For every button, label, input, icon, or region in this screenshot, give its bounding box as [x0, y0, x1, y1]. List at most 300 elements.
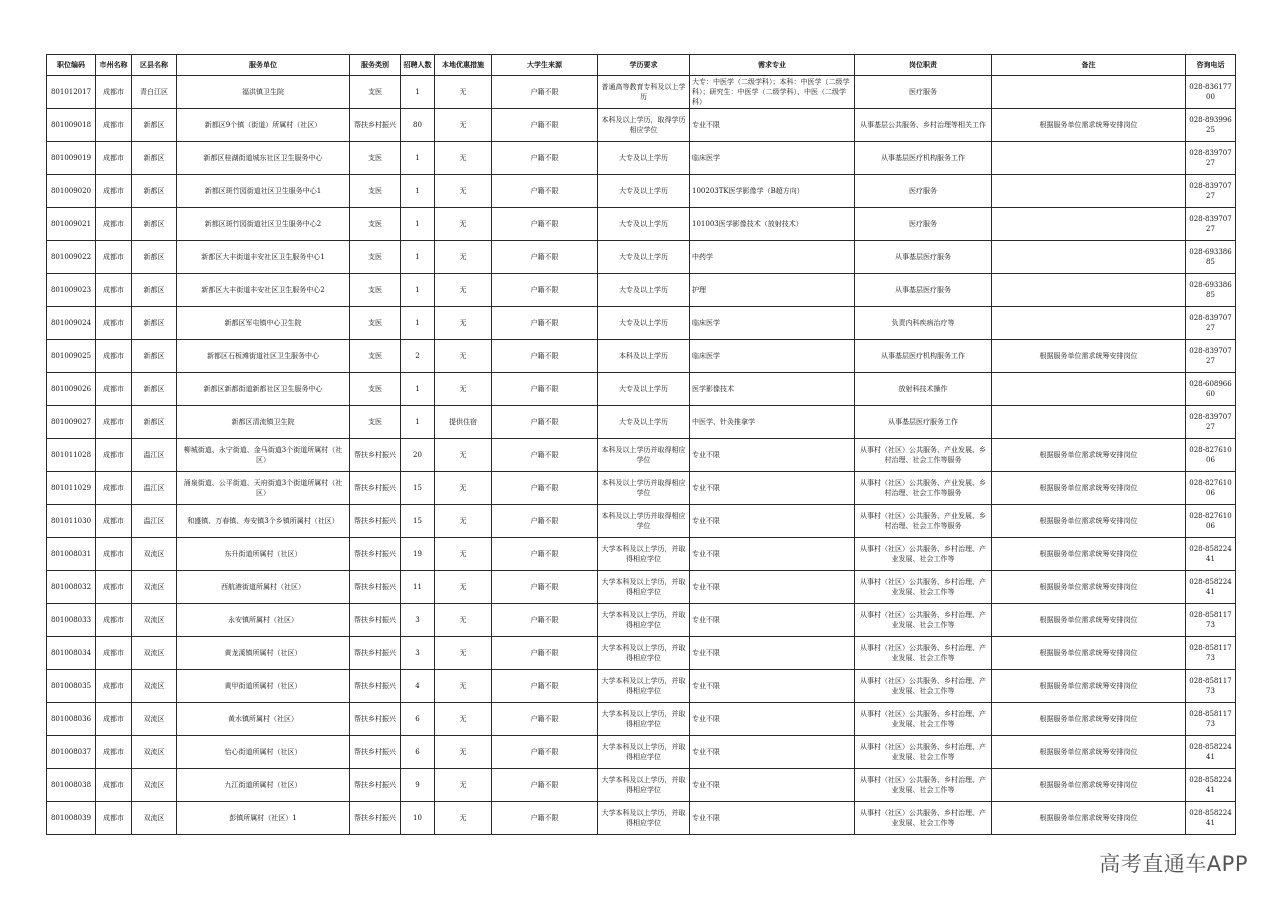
- table-row: [47, 505, 1236, 538]
- local-benefit-cell: 无: [435, 175, 492, 208]
- education-requirement-cell: 本科及以上学历并取得相应学位: [598, 505, 690, 538]
- position-code-cell: 801008038: [47, 769, 96, 802]
- service-category-cell: 支医: [350, 175, 401, 208]
- service-category-cell: 帮扶乡村振兴: [350, 736, 401, 769]
- student-source-cell: 户籍不限: [492, 670, 598, 703]
- contact-phone-cell: 028-83970727: [1186, 208, 1236, 241]
- job-duties-cell: 医疗服务: [855, 175, 992, 208]
- district-name-cell: 双流区: [132, 769, 177, 802]
- hire-count-cell: 11: [401, 571, 435, 604]
- education-requirement-cell: 本科及以上学历并取得相应学位: [598, 472, 690, 505]
- district-name-cell: 双流区: [132, 571, 177, 604]
- table-row: [47, 142, 1236, 175]
- education-requirement-cell: 大专及以上学历: [598, 241, 690, 274]
- service-category-cell: 帮扶乡村振兴: [350, 670, 401, 703]
- education-requirement-cell: 大学本科及以上学历，并取得相应学位: [598, 538, 690, 571]
- district-name-cell: 双流区: [132, 802, 177, 835]
- position-code-cell: 801008031: [47, 538, 96, 571]
- table-row: [47, 406, 1236, 439]
- remarks-cell: [992, 274, 1186, 307]
- education-requirement-cell: 大专及以上学历: [598, 406, 690, 439]
- remarks-cell: [992, 208, 1186, 241]
- service-unit-cell: 和盛镇、万春镇、寿安镇3个乡镇所属村（社区）: [177, 505, 350, 538]
- job-duties-cell: 从事基层医疗服务工作: [855, 406, 992, 439]
- city-name-cell: 成都市: [96, 76, 132, 109]
- service-unit-cell: 东升街道所属村（社区）: [177, 538, 350, 571]
- service-category-cell: 帮扶乡村振兴: [350, 604, 401, 637]
- position-code-cell: 801008034: [47, 637, 96, 670]
- service-category-cell: 支医: [350, 340, 401, 373]
- service-unit-cell: 新都区桂湖街道城东社区卫生服务中心: [177, 142, 350, 175]
- contact-phone-cell: 028-82761006: [1186, 439, 1236, 472]
- district-name-cell: 双流区: [132, 703, 177, 736]
- service-category-cell: 支医: [350, 274, 401, 307]
- required-major-cell: 护理: [690, 274, 855, 307]
- table-row: [47, 109, 1236, 142]
- student-source-cell: 户籍不限: [492, 241, 598, 274]
- table-row: [47, 670, 1236, 703]
- hire-count-cell: 6: [401, 736, 435, 769]
- table-body: [47, 76, 1236, 835]
- position-code-cell: 801009025: [47, 340, 96, 373]
- student-source-cell: 户籍不限: [492, 175, 598, 208]
- education-requirement-cell: 大学本科及以上学历，并取得相应学位: [598, 703, 690, 736]
- district-name-cell: 青白江区: [132, 76, 177, 109]
- position-code-cell: 801009022: [47, 241, 96, 274]
- student-source-cell: 户籍不限: [492, 340, 598, 373]
- education-requirement-cell: 本科及以上学历并取得相应学位: [598, 439, 690, 472]
- city-name-cell: 成都市: [96, 109, 132, 142]
- local-benefit-cell: 无: [435, 637, 492, 670]
- student-source-cell: 户籍不限: [492, 274, 598, 307]
- header-cell: 大学生来源: [492, 55, 598, 76]
- position-code-cell: 801009019: [47, 142, 96, 175]
- city-name-cell: 成都市: [96, 340, 132, 373]
- service-unit-cell: 新都区新都街道新都社区卫生服务中心: [177, 373, 350, 406]
- remarks-cell: 根据服务单位需求统筹安排岗位: [992, 109, 1186, 142]
- local-benefit-cell: 无: [435, 670, 492, 703]
- local-benefit-cell: 无: [435, 373, 492, 406]
- service-category-cell: 帮扶乡村振兴: [350, 571, 401, 604]
- city-name-cell: 成都市: [96, 538, 132, 571]
- table-row: [47, 769, 1236, 802]
- education-requirement-cell: 本科及以上学历: [598, 340, 690, 373]
- required-major-cell: 临床医学: [690, 307, 855, 340]
- service-category-cell: 支医: [350, 208, 401, 241]
- district-name-cell: 新都区: [132, 373, 177, 406]
- contact-phone-cell: 028-83970727: [1186, 406, 1236, 439]
- required-major-cell: 专业不限: [690, 109, 855, 142]
- job-duties-cell: 从事村（社区）公共服务、乡村治理、产业发展、社会工作等: [855, 736, 992, 769]
- remarks-cell: 根据服务单位需求统筹安排岗位: [992, 538, 1186, 571]
- student-source-cell: 户籍不限: [492, 637, 598, 670]
- service-unit-cell: 福洪镇卫生院: [177, 76, 350, 109]
- table-row: [47, 604, 1236, 637]
- service-category-cell: 帮扶乡村振兴: [350, 505, 401, 538]
- education-requirement-cell: 大专及以上学历: [598, 373, 690, 406]
- district-name-cell: 新都区: [132, 406, 177, 439]
- hire-count-cell: 19: [401, 538, 435, 571]
- local-benefit-cell: 无: [435, 538, 492, 571]
- contact-phone-cell: 028-82761006: [1186, 505, 1236, 538]
- local-benefit-cell: 提供住宿: [435, 406, 492, 439]
- required-major-cell: 中药学: [690, 241, 855, 274]
- student-source-cell: 户籍不限: [492, 208, 598, 241]
- hire-count-cell: 3: [401, 604, 435, 637]
- table-row: [47, 736, 1236, 769]
- student-source-cell: 户籍不限: [492, 538, 598, 571]
- service-unit-cell: 柳城街道、永宁街道、金马街道3个街道所属村（社区）: [177, 439, 350, 472]
- student-source-cell: 户籍不限: [492, 703, 598, 736]
- position-code-cell: 801008033: [47, 604, 96, 637]
- position-code-cell: 801008035: [47, 670, 96, 703]
- local-benefit-cell: 无: [435, 505, 492, 538]
- city-name-cell: 成都市: [96, 241, 132, 274]
- city-name-cell: 成都市: [96, 175, 132, 208]
- education-requirement-cell: 大学本科及以上学历，并取得相应学位: [598, 637, 690, 670]
- district-name-cell: 双流区: [132, 637, 177, 670]
- contact-phone-cell: 028-85811773: [1186, 637, 1236, 670]
- hire-count-cell: 20: [401, 439, 435, 472]
- service-category-cell: 帮扶乡村振兴: [350, 703, 401, 736]
- service-unit-cell: 涌泉街道、公平街道、天府街道3个街道所属村（社区）: [177, 472, 350, 505]
- header-cell: 咨询电话: [1186, 55, 1236, 76]
- student-source-cell: 户籍不限: [492, 406, 598, 439]
- job-duties-cell: 从事村（社区）公共服务、乡村治理、产业发展、社会工作等: [855, 769, 992, 802]
- contact-phone-cell: 028-85822441: [1186, 736, 1236, 769]
- district-name-cell: 新都区: [132, 241, 177, 274]
- district-name-cell: 双流区: [132, 604, 177, 637]
- hire-count-cell: 9: [401, 769, 435, 802]
- header-cell: 区县名称: [132, 55, 177, 76]
- header-cell: 备注: [992, 55, 1186, 76]
- required-major-cell: 100203TK医学影像学（B超方向）: [690, 175, 855, 208]
- job-duties-cell: 放射科技术操作: [855, 373, 992, 406]
- service-category-cell: 支医: [350, 142, 401, 175]
- service-unit-cell: 新都区清流镇卫生院: [177, 406, 350, 439]
- service-unit-cell: 黄龙溪镇所属村（社区）: [177, 637, 350, 670]
- job-duties-cell: 从事村（社区）公共服务、乡村治理、产业发展、社会工作等: [855, 571, 992, 604]
- required-major-cell: 专业不限: [690, 736, 855, 769]
- remarks-cell: 根据服务单位需求统筹安排岗位: [992, 736, 1186, 769]
- position-code-cell: 801009024: [47, 307, 96, 340]
- job-duties-cell: 从事村（社区）公共服务、乡村治理、产业发展、社会工作等: [855, 637, 992, 670]
- education-requirement-cell: 大专及以上学历: [598, 175, 690, 208]
- table-row: [47, 637, 1236, 670]
- hire-count-cell: 80: [401, 109, 435, 142]
- hire-count-cell: 1: [401, 373, 435, 406]
- service-unit-cell: 新都区9个镇（街道）所属村（社区）: [177, 109, 350, 142]
- district-name-cell: 温江区: [132, 472, 177, 505]
- service-unit-cell: 黄水镇所属村（社区）: [177, 703, 350, 736]
- service-unit-cell: 新都区大丰街道丰安社区卫生服务中心2: [177, 274, 350, 307]
- hire-count-cell: 1: [401, 406, 435, 439]
- service-category-cell: 支医: [350, 76, 401, 109]
- local-benefit-cell: 无: [435, 769, 492, 802]
- local-benefit-cell: 无: [435, 142, 492, 175]
- remarks-cell: 根据服务单位需求统筹安排岗位: [992, 604, 1186, 637]
- position-code-cell: 801009021: [47, 208, 96, 241]
- hire-count-cell: 15: [401, 472, 435, 505]
- service-unit-cell: 新都区石板滩街道社区卫生服务中心: [177, 340, 350, 373]
- job-duties-cell: 从事基层公共服务、乡村治理等相关工作: [855, 109, 992, 142]
- district-name-cell: 新都区: [132, 142, 177, 175]
- service-unit-cell: 新都区大丰街道丰安社区卫生服务中心1: [177, 241, 350, 274]
- student-source-cell: 户籍不限: [492, 505, 598, 538]
- hire-count-cell: 1: [401, 175, 435, 208]
- city-name-cell: 成都市: [96, 142, 132, 175]
- job-duties-cell: 从事村（社区）公共服务、产业发展、乡村治理、社会工作等服务: [855, 472, 992, 505]
- student-source-cell: 户籍不限: [492, 472, 598, 505]
- hire-count-cell: 1: [401, 274, 435, 307]
- contact-phone-cell: 028-83970727: [1186, 307, 1236, 340]
- city-name-cell: 成都市: [96, 208, 132, 241]
- job-duties-cell: 从事村（社区）公共服务、乡村治理、产业发展、社会工作等: [855, 670, 992, 703]
- education-requirement-cell: 大学本科及以上学历，并取得相应学位: [598, 802, 690, 835]
- service-unit-cell: 新都区斑竹园街道社区卫生服务中心1: [177, 175, 350, 208]
- local-benefit-cell: 无: [435, 340, 492, 373]
- education-requirement-cell: 大学本科及以上学历，并取得相应学位: [598, 670, 690, 703]
- remarks-cell: [992, 406, 1186, 439]
- city-name-cell: 成都市: [96, 505, 132, 538]
- contact-phone-cell: 028-89399625: [1186, 109, 1236, 142]
- contact-phone-cell: 028-83617700: [1186, 76, 1236, 109]
- local-benefit-cell: 无: [435, 208, 492, 241]
- job-duties-cell: 负责内科疾病治疗等: [855, 307, 992, 340]
- required-major-cell: 临床医学: [690, 142, 855, 175]
- education-requirement-cell: 大学本科及以上学历，并取得相应学位: [598, 604, 690, 637]
- contact-phone-cell: 028-60896660: [1186, 373, 1236, 406]
- student-source-cell: 户籍不限: [492, 373, 598, 406]
- position-code-cell: 801011028: [47, 439, 96, 472]
- job-duties-cell: 从事基层医疗机构服务工作: [855, 142, 992, 175]
- city-name-cell: 成都市: [96, 769, 132, 802]
- position-code-cell: 801009020: [47, 175, 96, 208]
- remarks-cell: 根据服务单位需求统筹安排岗位: [992, 802, 1186, 835]
- table-row: [47, 241, 1236, 274]
- city-name-cell: 成都市: [96, 802, 132, 835]
- remarks-cell: 根据服务单位需求统筹安排岗位: [992, 505, 1186, 538]
- required-major-cell: 专业不限: [690, 637, 855, 670]
- education-requirement-cell: 大学本科及以上学历，并取得相应学位: [598, 736, 690, 769]
- required-major-cell: 专业不限: [690, 472, 855, 505]
- local-benefit-cell: 无: [435, 571, 492, 604]
- education-requirement-cell: 大专及以上学历: [598, 142, 690, 175]
- service-unit-cell: 新都区斑竹园街道社区卫生服务中心2: [177, 208, 350, 241]
- table-row: [47, 274, 1236, 307]
- hire-count-cell: 1: [401, 142, 435, 175]
- table-row: [47, 340, 1236, 373]
- city-name-cell: 成都市: [96, 670, 132, 703]
- district-name-cell: 新都区: [132, 175, 177, 208]
- contact-phone-cell: 028-85822441: [1186, 769, 1236, 802]
- position-code-cell: 801008037: [47, 736, 96, 769]
- table-row: [47, 439, 1236, 472]
- city-name-cell: 成都市: [96, 736, 132, 769]
- position-code-cell: 801011030: [47, 505, 96, 538]
- city-name-cell: 成都市: [96, 472, 132, 505]
- district-name-cell: 新都区: [132, 208, 177, 241]
- hire-count-cell: 2: [401, 340, 435, 373]
- local-benefit-cell: 无: [435, 109, 492, 142]
- header-cell: 招聘人数: [401, 55, 435, 76]
- required-major-cell: 医学影像技术: [690, 373, 855, 406]
- header-cell: 本地优惠措施: [435, 55, 492, 76]
- education-requirement-cell: 大专及以上学历: [598, 208, 690, 241]
- job-duties-cell: 医疗服务: [855, 76, 992, 109]
- table-row: [47, 802, 1236, 835]
- district-name-cell: 新都区: [132, 109, 177, 142]
- student-source-cell: 户籍不限: [492, 769, 598, 802]
- education-requirement-cell: 本科及以上学历，取得学历相应学位: [598, 109, 690, 142]
- table-row: [47, 307, 1236, 340]
- service-category-cell: 帮扶乡村振兴: [350, 109, 401, 142]
- position-code-cell: 801009026: [47, 373, 96, 406]
- hire-count-cell: 1: [401, 76, 435, 109]
- watermark-text: 高考直通车APP: [1099, 852, 1248, 876]
- district-name-cell: 温江区: [132, 505, 177, 538]
- service-unit-cell: 九江街道所属村（社区）: [177, 769, 350, 802]
- required-major-cell: 专业不限: [690, 505, 855, 538]
- job-duties-cell: 从事村（社区）公共服务、乡村治理、产业发展、社会工作等: [855, 802, 992, 835]
- student-source-cell: 户籍不限: [492, 307, 598, 340]
- required-major-cell: 专业不限: [690, 571, 855, 604]
- city-name-cell: 成都市: [96, 604, 132, 637]
- service-category-cell: 帮扶乡村振兴: [350, 538, 401, 571]
- education-requirement-cell: 大学本科及以上学历，并取得相应学位: [598, 769, 690, 802]
- hire-count-cell: 1: [401, 307, 435, 340]
- position-code-cell: 801009023: [47, 274, 96, 307]
- hire-count-cell: 1: [401, 241, 435, 274]
- required-major-cell: 中医学、针灸推拿学: [690, 406, 855, 439]
- service-unit-cell: 永安镇所属村（社区）: [177, 604, 350, 637]
- contact-phone-cell: 028-85822441: [1186, 802, 1236, 835]
- remarks-cell: 根据服务单位需求统筹安排岗位: [992, 703, 1186, 736]
- position-code-cell: 801011029: [47, 472, 96, 505]
- required-major-cell: 专业不限: [690, 802, 855, 835]
- student-source-cell: 户籍不限: [492, 439, 598, 472]
- city-name-cell: 成都市: [96, 373, 132, 406]
- header-row: [47, 55, 1236, 76]
- city-name-cell: 成都市: [96, 406, 132, 439]
- local-benefit-cell: 无: [435, 307, 492, 340]
- remarks-cell: 根据服务单位需求统筹安排岗位: [992, 769, 1186, 802]
- remarks-cell: [992, 175, 1186, 208]
- job-duties-cell: 从事基层医疗服务: [855, 274, 992, 307]
- required-major-cell: 临床医学: [690, 340, 855, 373]
- remarks-cell: 根据服务单位需求统筹安排岗位: [992, 439, 1186, 472]
- district-name-cell: 新都区: [132, 340, 177, 373]
- job-duties-cell: 从事村（社区）公共服务、乡村治理、产业发展、社会工作等: [855, 703, 992, 736]
- table-row: [47, 703, 1236, 736]
- remarks-cell: 根据服务单位需求统筹安排岗位: [992, 472, 1186, 505]
- header-cell: 岗位职责: [855, 55, 992, 76]
- student-source-cell: 户籍不限: [492, 571, 598, 604]
- required-major-cell: 专业不限: [690, 703, 855, 736]
- city-name-cell: 成都市: [96, 637, 132, 670]
- table-row: [47, 373, 1236, 406]
- local-benefit-cell: 无: [435, 76, 492, 109]
- required-major-cell: 大专：中医学（二级学科）；本科：中医学（二级学科）；研究生：中医学（二级学科）、中医（二级学科）: [690, 76, 855, 109]
- job-duties-cell: 医疗服务: [855, 208, 992, 241]
- district-name-cell: 双流区: [132, 538, 177, 571]
- contact-phone-cell: 028-85811773: [1186, 703, 1236, 736]
- position-code-cell: 801008032: [47, 571, 96, 604]
- service-category-cell: 支医: [350, 307, 401, 340]
- job-duties-cell: 从事村（社区）公共服务、乡村治理、产业发展、社会工作等: [855, 604, 992, 637]
- city-name-cell: 成都市: [96, 439, 132, 472]
- contact-phone-cell: 028-82761006: [1186, 472, 1236, 505]
- remarks-cell: [992, 142, 1186, 175]
- local-benefit-cell: 无: [435, 703, 492, 736]
- required-major-cell: 专业不限: [690, 538, 855, 571]
- city-name-cell: 成都市: [96, 571, 132, 604]
- service-unit-cell: 新都区军屯镇中心卫生院: [177, 307, 350, 340]
- job-duties-cell: 从事基层医疗机构服务工作: [855, 340, 992, 373]
- service-category-cell: 帮扶乡村振兴: [350, 802, 401, 835]
- hire-count-cell: 4: [401, 670, 435, 703]
- contact-phone-cell: 028-85822441: [1186, 538, 1236, 571]
- job-duties-cell: 从事村（社区）公共服务、产业发展、乡村治理、社会工作等服务: [855, 505, 992, 538]
- student-source-cell: 户籍不限: [492, 142, 598, 175]
- education-requirement-cell: 普通高等教育专科及以上学历: [598, 76, 690, 109]
- district-name-cell: 双流区: [132, 736, 177, 769]
- service-category-cell: 支医: [350, 406, 401, 439]
- table-row: [47, 76, 1236, 109]
- table-row: [47, 208, 1236, 241]
- contact-phone-cell: 028-85811773: [1186, 604, 1236, 637]
- position-code-cell: 801008039: [47, 802, 96, 835]
- service-category-cell: 帮扶乡村振兴: [350, 439, 401, 472]
- contact-phone-cell: 028-83970727: [1186, 142, 1236, 175]
- header-cell: 学历要求: [598, 55, 690, 76]
- service-category-cell: 帮扶乡村振兴: [350, 472, 401, 505]
- job-duties-cell: 从事村（社区）公共服务、乡村治理、产业发展、社会工作等: [855, 538, 992, 571]
- table-row: [47, 175, 1236, 208]
- remarks-cell: [992, 76, 1186, 109]
- job-duties-cell: 从事基层医疗服务: [855, 241, 992, 274]
- education-requirement-cell: 大专及以上学历: [598, 307, 690, 340]
- hire-count-cell: 1: [401, 208, 435, 241]
- local-benefit-cell: 无: [435, 472, 492, 505]
- local-benefit-cell: 无: [435, 604, 492, 637]
- header-cell: 服务单位: [177, 55, 350, 76]
- required-major-cell: 专业不限: [690, 769, 855, 802]
- district-name-cell: 新都区: [132, 274, 177, 307]
- student-source-cell: 户籍不限: [492, 604, 598, 637]
- district-name-cell: 温江区: [132, 439, 177, 472]
- service-unit-cell: 黄甲街道所属村（社区）: [177, 670, 350, 703]
- remarks-cell: 根据服务单位需求统筹安排岗位: [992, 637, 1186, 670]
- position-code-cell: 801009018: [47, 109, 96, 142]
- job-duties-cell: 从事村（社区）公共服务、产业发展、乡村治理、社会工作等服务: [855, 439, 992, 472]
- student-source-cell: 户籍不限: [492, 736, 598, 769]
- hire-count-cell: 15: [401, 505, 435, 538]
- service-category-cell: 帮扶乡村振兴: [350, 769, 401, 802]
- local-benefit-cell: 无: [435, 439, 492, 472]
- remarks-cell: [992, 373, 1186, 406]
- contact-phone-cell: 028-69338685: [1186, 274, 1236, 307]
- header-cell: 需求专业: [690, 55, 855, 76]
- required-major-cell: 101003医学影像技术（放射技术）: [690, 208, 855, 241]
- student-source-cell: 户籍不限: [492, 802, 598, 835]
- required-major-cell: 专业不限: [690, 670, 855, 703]
- table-row: [47, 571, 1236, 604]
- position-code-cell: 801009027: [47, 406, 96, 439]
- education-requirement-cell: 大学本科及以上学历，并取得相应学位: [598, 571, 690, 604]
- education-requirement-cell: 大专及以上学历: [598, 274, 690, 307]
- remarks-cell: [992, 307, 1186, 340]
